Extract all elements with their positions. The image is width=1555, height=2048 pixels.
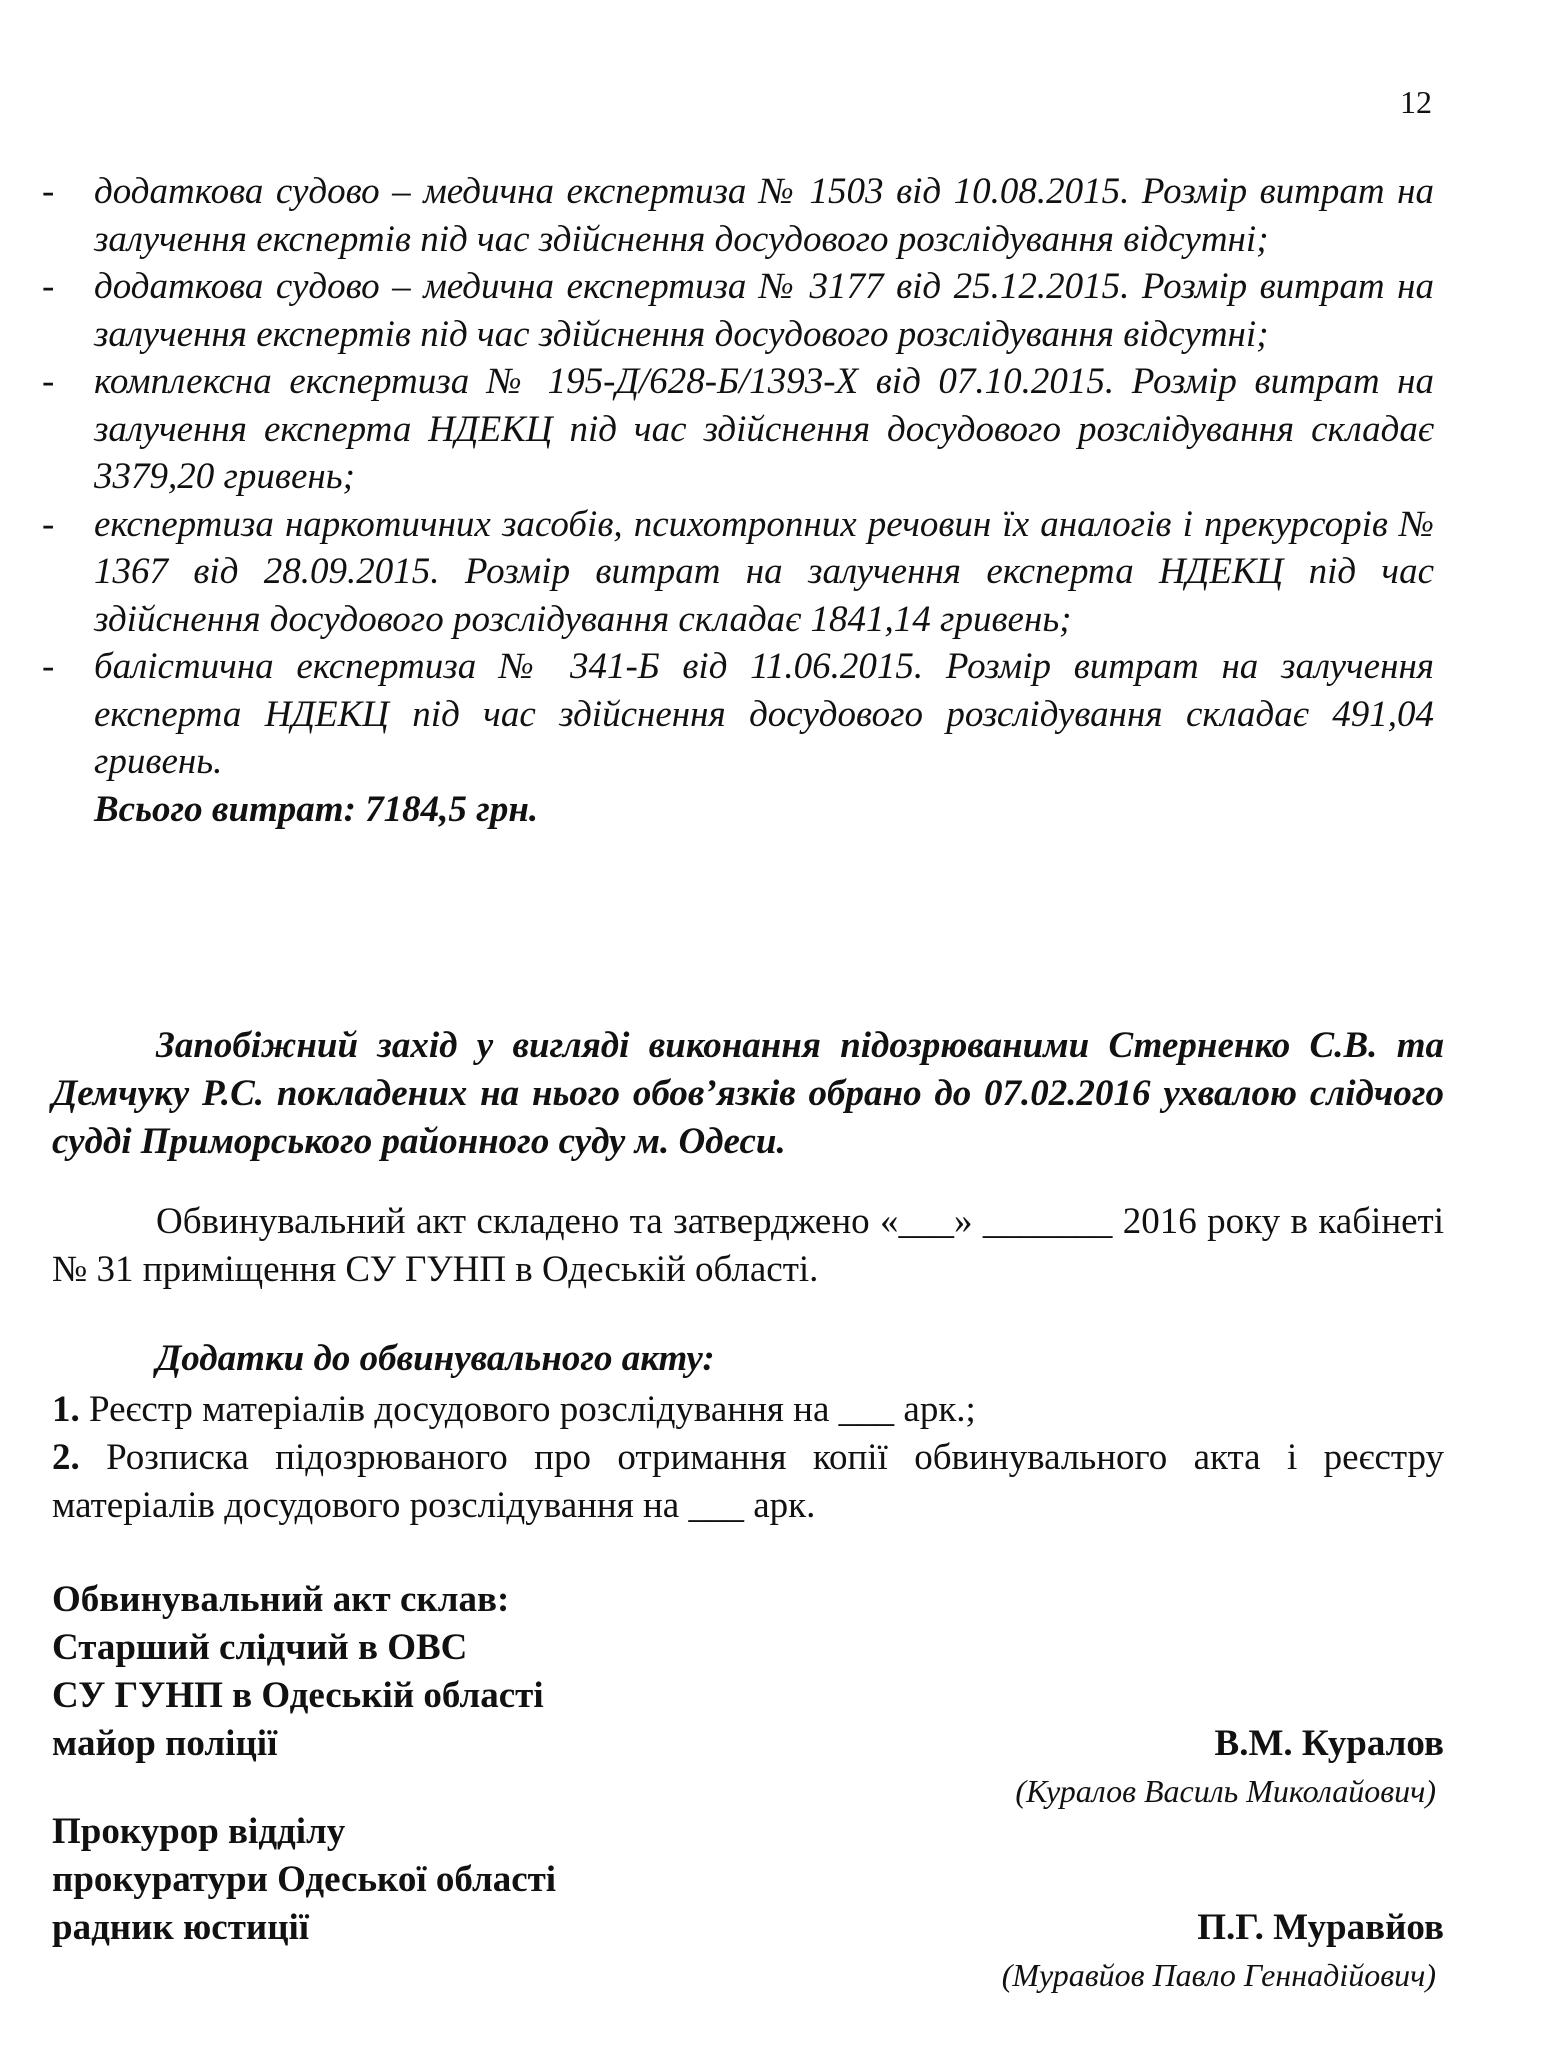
signatory-short-name: П.Г. Муравйов (1197, 1907, 1444, 1948)
annex-list (52, 1386, 1444, 1530)
signatory-line: СУ ГУНП в Одеській області (52, 1675, 544, 1716)
page-number: 12 (1400, 84, 1432, 120)
list-dash: - (42, 646, 55, 687)
list-dash: - (42, 361, 55, 402)
list-dash: - (42, 503, 55, 545)
signatory-short-name: В.М. Куралов (1214, 1723, 1444, 1764)
list-item (42, 501, 1434, 644)
list-item-text: експертиза наркотичних засобів, психотропних речовин їх аналогів і прекурсорів № 1367 від 28.09.2015. Розмір витрат на залучення експерта НДЕКЦ під час здійснення досудового розслідування складає 1841,14 гривень; (94, 503, 1434, 640)
signatory-full-name: (Куралов Василь Миколайович) (1015, 1773, 1436, 1809)
list-item (42, 358, 1434, 501)
signature-block-prosecutor (52, 1808, 1444, 1998)
annex-item (52, 1434, 1444, 1530)
annex-item (52, 1386, 1444, 1434)
list-item-text: додаткова судово – медична експертиза № 1503 від 10.08.2015. Розмір витрат на залучення експертів під час здійснення досудового розслідування відсутні; (94, 171, 1434, 260)
annex-title: Додатки до обвинувального акту: (156, 1338, 715, 1379)
signatory-line: Прокурор відділу (52, 1811, 346, 1852)
signatory-rank: майор поліції (52, 1723, 278, 1764)
annex-number: 1. (52, 1389, 80, 1430)
total-costs: Всього витрат: 7184,5 грн. (94, 788, 539, 830)
signatory-line: Обвинувальний акт склав: (52, 1579, 510, 1620)
list-dash: - (42, 266, 55, 307)
list-item (42, 643, 1434, 786)
signatory-rank-line (52, 1904, 1444, 1952)
list-item-text: комплексна експертиза № 195-Д/628-Б/1393-Х від 07.10.2015. Розмір витрат на залучення експерта НДЕКЦ під час здійснення досудового розслідування складає 3379,20 гривень; (94, 361, 1434, 497)
list-item-text: додаткова судово – медична експертиза № 3177 від 25.12.2015. Розмір витрат на залучення експертів під час здійснення досудового розслідування відсутні; (94, 266, 1434, 355)
expertise-list (42, 168, 1434, 833)
signatory-line: прокуратури Одеської області (52, 1859, 557, 1900)
list-item (42, 168, 1434, 263)
statement-paragraph: Обвинувальний акт складено та затверджено «___» _______ 2016 року в кабінеті № 31 приміщення СУ ГУНП в Одеській області. (52, 1201, 1444, 1290)
annex-text: Розписка підозрюваного про отримання копії обвинувального акта і реєстру матеріалів досудового розслідування на ___ арк. (52, 1437, 1444, 1526)
signature-block-investigator (52, 1576, 1444, 1814)
signatory-line: Старший слідчий в ОВС (52, 1627, 468, 1668)
list-dash: - (42, 171, 55, 212)
preventive-measure-paragraph: Запобіжний захід у вигляді виконання підозрюваними Стерненко С.В. та Демчуку Р.С. покладених на нього обов’язків обрано до 07.02.2016 ухвалою слідчого судді Приморського районного суду м. Одеси. (52, 1025, 1444, 1162)
signatory-rank-line (52, 1720, 1444, 1768)
signatory-full-name: (Муравйов Павло Геннадійович) (1001, 1957, 1436, 1993)
annex-text: Реєстр матеріалів досудового розслідування на ___ арк.; (79, 1389, 976, 1430)
annex-number: 2. (52, 1437, 80, 1478)
list-item (42, 263, 1434, 358)
signatory-rank: радник юстиції (52, 1907, 310, 1948)
list-item-text: балістична експертиза № 341-Б від 11.06.2015. Розмір витрат на залучення експерта НДЕКЦ під час здійснення досудового розслідування складає 491,04 гривень. (94, 646, 1434, 782)
